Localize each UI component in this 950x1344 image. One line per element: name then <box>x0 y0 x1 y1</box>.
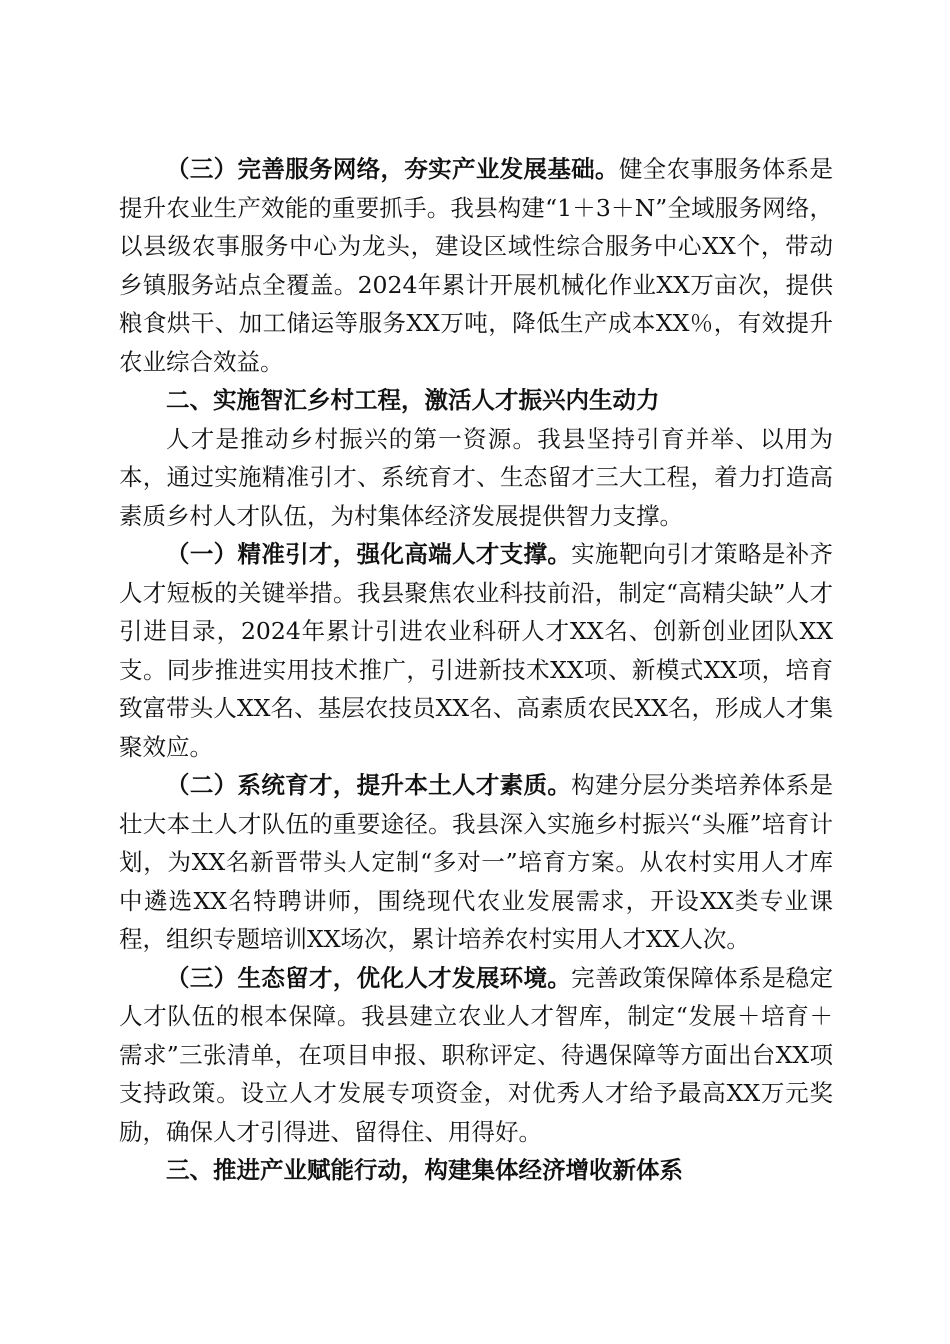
section-heading-industry: 三、推进产业赋能行动，构建集体经济增收新体系 <box>166 1156 683 1184</box>
paragraph-body: 实施靶向引才策略是补齐人才短板的关键举措。我县聚焦农业科技前沿，制定“高精尖缺”人才引进目录，2024年累计引进农业科研人才XX名、创新创业团队XX支。同步推进实用技术推广，引进新技术XX项、新模式XX项，培育致富带头人XX名、基层农技员XX名、高素质农民XX名，形成人才集聚效应。 <box>119 540 834 761</box>
section-heading-talent: 二、实施智汇乡村工程，激活人才振兴内生动力 <box>166 386 660 414</box>
paragraph-body: 构建分层分类培养体系是壮大本土人才队伍的重要途径。我县深入实施乡村振兴“头雁”培育计划，为XX名新晋带头人定制“多对一”培育方案。从农村实用人才库中遴选XX名特聘讲师，围绕现代农业发展需求，开设XX类专业课程，组织专题培训XX场次，累计培养农村实用人才XX人次。 <box>119 771 834 953</box>
paragraph-body: 完善政策保障体系是稳定人才队伍的根本保障。我县建立农业人才智库，制定“发展＋培育＋需求”三张清单，在项目申报、职称评定、待遇保障等方面出台XX项支持政策。设立人才发展专项资金，对优秀人才给予最高XX万元奖励，确保人才引得进、留得住、用得好。 <box>119 963 834 1146</box>
paragraph-lead: （一）精准引才，强化高端人才支撑。 <box>166 540 572 568</box>
paragraph-body: 健全农事服务体系是提升农业生产效能的重要抓手。我县构建“1＋3＋N”全域服务网络，以县级农事服务中心为龙头，建设区域性综合服务中心XX个，带动乡镇服务站点全覆盖。2024年累计开展机械化作业XX万亩次，提供粮食烘干、加工储运等服务XX万吨，降低生产成本XX％，有效提升农业综合效益。 <box>119 155 834 376</box>
paragraph-lead: （二）系统育才，提升本土人才素质。 <box>166 771 572 799</box>
paragraph-talent-recruit <box>119 535 833 766</box>
paragraph-talent-retention <box>119 959 833 1152</box>
paragraph-service-network <box>119 150 833 381</box>
document-page <box>119 150 833 1190</box>
paragraph-talent-training <box>119 766 833 959</box>
paragraph-talent-intro: 人才是推动乡村振兴的第一资源。我县坚持引育并举、以用为本，通过实施精准引才、系统育才、生态留才三大工程，着力打造高素质乡村人才队伍，为村集体经济发展提供智力支撑。 <box>119 424 833 530</box>
paragraph-lead: （三）生态留才，优化人才发展环境。 <box>166 963 572 992</box>
paragraph-lead: （三）完善服务网络，夯实产业发展基础。 <box>166 155 619 183</box>
